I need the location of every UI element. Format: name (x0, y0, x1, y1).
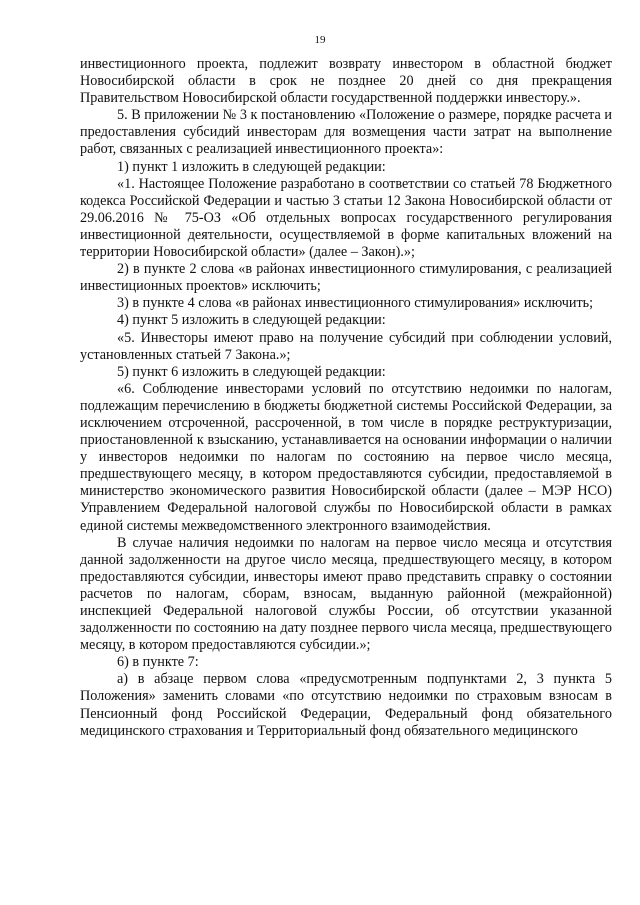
paragraph-subitem-6a: а) в абзаце первом слова «предусмотренным подпунктами 2, 3 пункта 5 Положения» заменить словами «по отсутствию недоимки по страховым взносам в Пенсионный фонд Российской Федерации, Федеральный фонд обязательного медицинского страхования и Территориальный фонд обязательного медицинского (80, 671, 612, 739)
paragraph-subitem-5: 5) пункт 6 изложить в следующей редакции: (117, 363, 386, 380)
paragraph-continuation: инвестиционного проекта, подлежит возврату инвестором в областной бюджет Новосибирской области в срок не позднее 20 дней со дня прекращения Правительством Новосибирской области государственной поддержки инвестору.». (80, 56, 612, 107)
page-number: 19 (314, 34, 326, 46)
paragraph-subitem-1: 1) пункт 1 изложить в следующей редакции: (117, 158, 386, 175)
document-body (80, 56, 612, 740)
paragraph-quote-clause-6: «6. Соблюдение инвесторами условий по отсутствию недоимки по налогам, подлежащим перечислению в бюджеты бюджетной системы Российской Федерации, за исключением отсроченной, рассроченной, в том числе в порядке реструктуризации, приостановленной к взысканию, устанавливается на основании информации о наличии у инвесторов недоимки по налогам по состоянию на первое число месяца, предшествующего месяцу, в котором предоставляются субсидии, предоставляемой в министерство экономического развития Новосибирской области (далее – МЭР НСО) Управлением Федеральной налоговой службы по Новосибирской области в рамках единой системы межведомственного электронного взаимодействия. (80, 380, 612, 534)
paragraph-quote-clause-5: «5. Инвесторы имеют право на получение субсидий при соблюдении условий, установленных статьей 7 Закона.»; (80, 329, 612, 363)
paragraph-clause-6-second: В случае наличия недоимки по налогам на первое число месяца и отсутствия данной задолженности на другое число месяца, предшествующего месяцу, в котором предоставляются субсидии, инвесторы имеют право представить справку о состоянии расчетов по налогам, сборам, взносам, выданную районной (межрайонной) инспекцией Федеральной налоговой службы России, об отсутствии указанной задолженности по состоянию на дату позднее первого числа месяца, предшествующего месяцу, в котором предоставляются субсидии.»; (80, 534, 612, 654)
paragraph-quote-clause-1: «1. Настоящее Положение разработано в соответствии со статьей 78 Бюджетного кодекса Российской Федерации и частью 3 статьи 12 Закона Новосибирской области от 29.06.2016 № 75-ОЗ «Об отдельных вопросах государственного регулирования инвестиционной деятельности, осуществляемой в форме капитальных вложений на территории Новосибирской области» (далее – Закон).»; (80, 175, 612, 261)
paragraph-subitem-4: 4) пункт 5 изложить в следующей редакции: (117, 312, 386, 329)
paragraph-subitem-3: 3) в пункте 4 слова «в районах инвестиционного стимулирования» исключить; (117, 295, 594, 312)
paragraph-subitem-6: 6) в пункте 7: (117, 654, 199, 671)
paragraph-item-5-appendix-3: 5. В приложении № 3 к постановлению «Положение о размере, порядке расчета и предоставления субсидий инвесторам для возмещения части затрат на выполнение работ, связанных с реализацией инвестиционного проекта»: (80, 107, 612, 158)
paragraph-subitem-2: 2) в пункте 2 слова «в районах инвестиционного стимулирования, с реализацией инвестиционных проектов» исключить; (80, 261, 612, 295)
